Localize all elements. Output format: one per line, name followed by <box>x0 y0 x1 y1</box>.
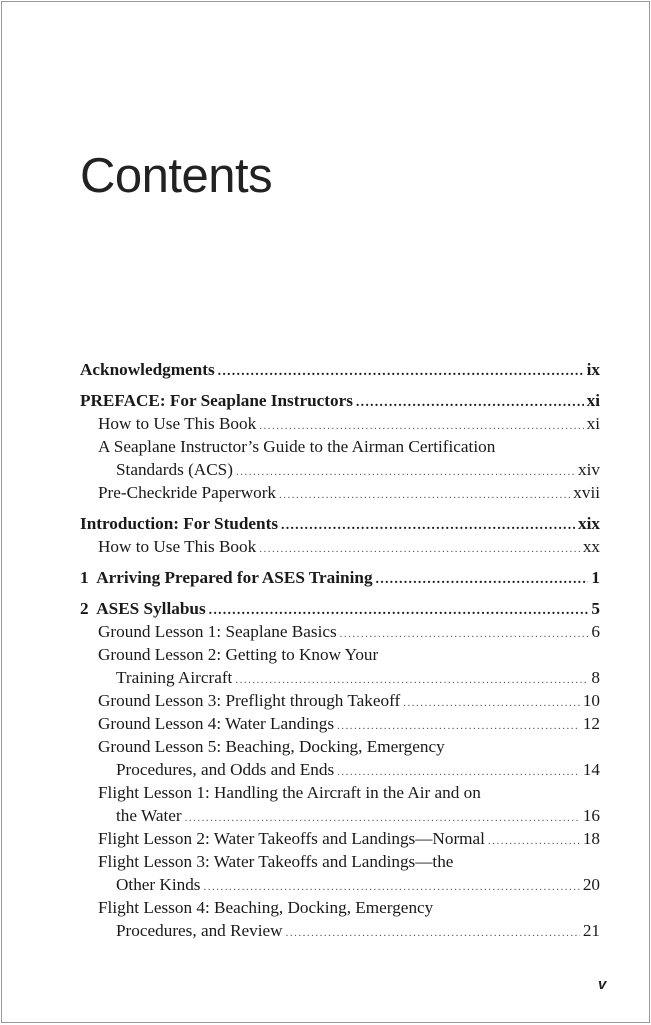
toc-entry-flight-1-cont: the Water ..... 16 <box>80 804 600 827</box>
toc-entry-chapter-1: 1 Arriving Prepared for ASES Training ..... 1 <box>80 566 600 589</box>
toc-entry-ground-5-cont: Procedures, and Odds and Ends ..... 14 <box>80 758 600 781</box>
toc-entry-instructor-guide-cont: Standards (ACS) ..... xiv <box>80 458 600 481</box>
toc-entry-flight-3-cont: Other Kinds ..... 20 <box>80 873 600 896</box>
toc-entry-preface: PREFACE: For Seaplane Instructors ..... xi <box>80 389 600 412</box>
toc-entry-ground-4: Ground Lesson 4: Water Landings ..... 12 <box>80 712 600 735</box>
toc-entry-flight-2: Flight Lesson 2: Water Takeoffs and Landings—Normal ..... 18 <box>80 827 600 850</box>
toc-entry-how-to-use: How to Use This Book ..... xi <box>80 412 600 435</box>
toc-entry-how-to-use-students: How to Use This Book ..... xx <box>80 535 600 558</box>
toc-entry-paperwork: Pre-Checkride Paperwork ..... xvii <box>80 481 600 504</box>
toc-entry-ground-5: Ground Lesson 5: Beaching, Docking, Emergency <box>98 737 445 756</box>
toc-entry-chapter-2: 2 ASES Syllabus ..... 5 <box>80 597 600 620</box>
toc-entry-flight-1: Flight Lesson 1: Handling the Aircraft in the Air and on <box>98 783 481 802</box>
toc-entry-flight-4: Flight Lesson 4: Beaching, Docking, Emergency <box>98 898 434 917</box>
page-title: Contents <box>80 149 273 203</box>
toc-entry-flight-4-cont: Procedures, and Review ..... 21 <box>80 919 600 942</box>
toc-entry-acknowledgments: Acknowledgments ..... ix <box>80 358 600 381</box>
toc-entry-flight-3: Flight Lesson 3: Water Takeoffs and Landings—the <box>98 852 454 871</box>
toc-entry-introduction: Introduction: For Students ..... xix <box>80 512 600 535</box>
toc-entry-ground-1: Ground Lesson 1: Seaplane Basics ..... 6 <box>80 620 600 643</box>
toc-entry-ground-2: Ground Lesson 2: Getting to Know Your <box>98 645 379 664</box>
book-page <box>1 1 650 1023</box>
toc-entry-instructor-guide: A Seaplane Instructor’s Guide to the Airman Certification <box>98 437 496 456</box>
table-of-contents <box>80 358 600 942</box>
page-number: v <box>598 976 607 993</box>
toc-entry-ground-3: Ground Lesson 3: Preflight through Takeoff ..... 10 <box>80 689 600 712</box>
toc-entry-ground-2-cont: Training Aircraft ..... 8 <box>80 666 600 689</box>
